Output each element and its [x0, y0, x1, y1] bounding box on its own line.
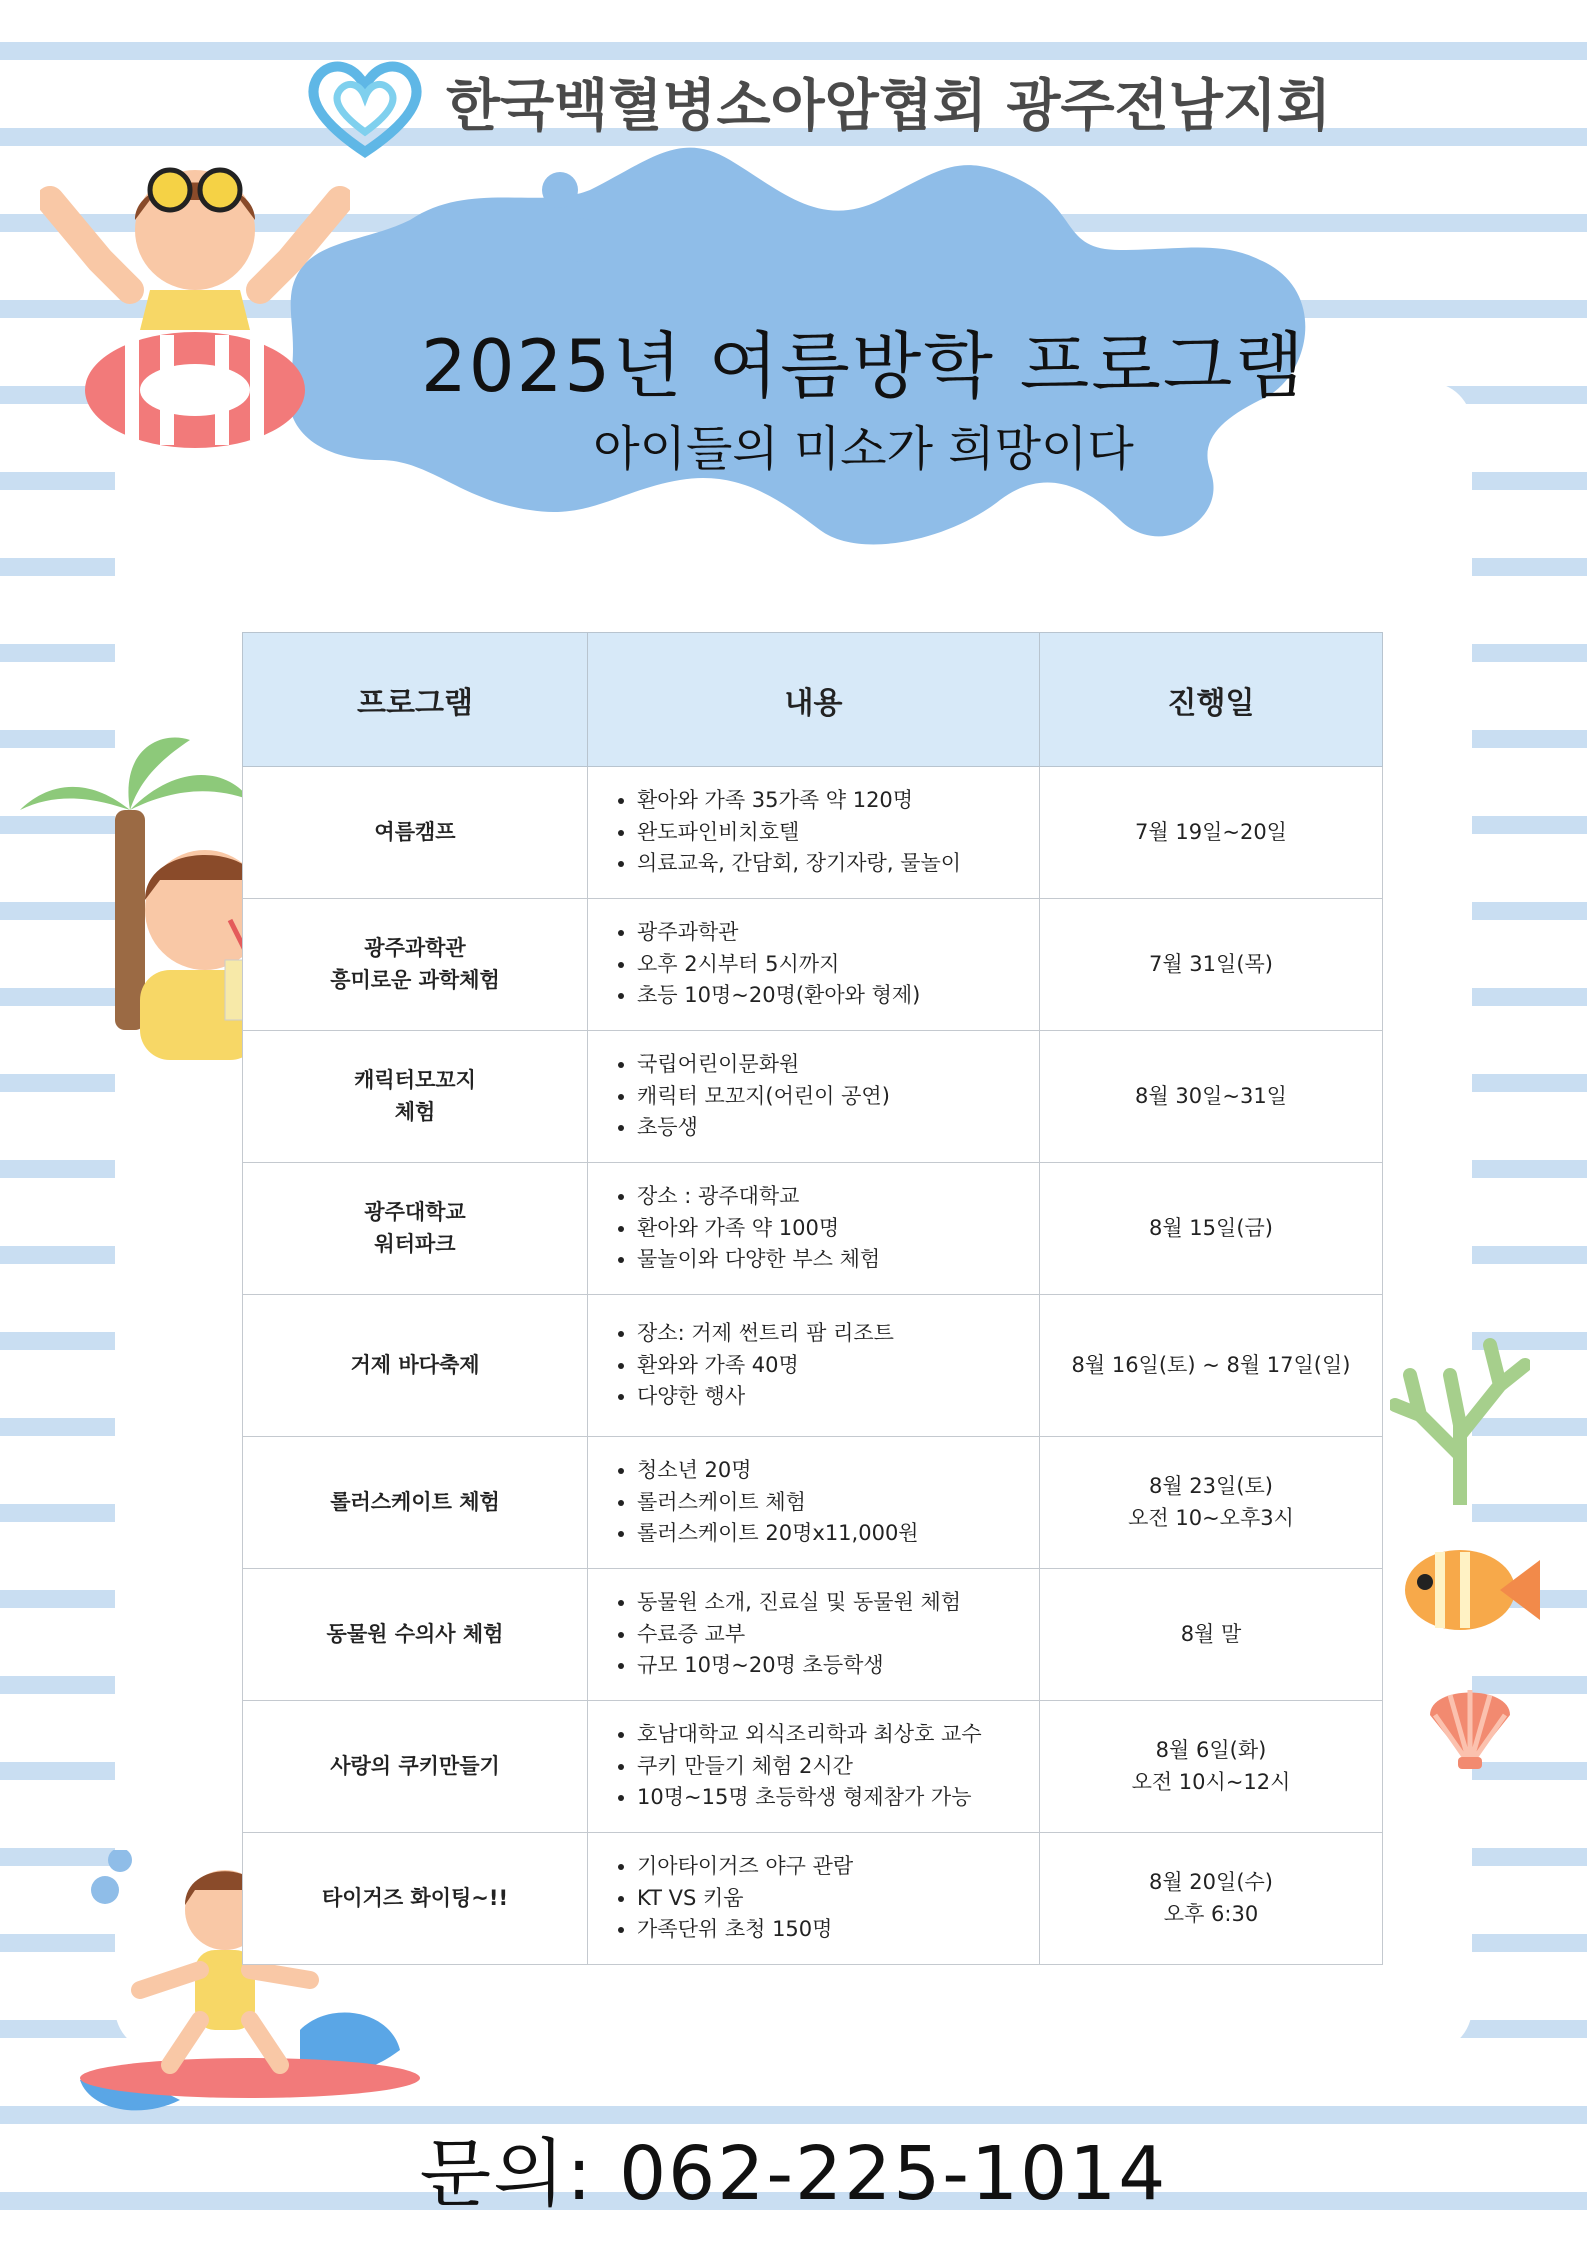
table-row [243, 1701, 1383, 1833]
table-row [243, 899, 1383, 1031]
program-content [588, 1569, 1040, 1701]
fish-illustration [1400, 1540, 1540, 1640]
table-row [243, 1295, 1383, 1437]
table-body [243, 767, 1383, 1965]
content-list [589, 1049, 1038, 1144]
content-list-item: • 초등생 [637, 1112, 1038, 1144]
content-list-item: • 호남대학교 외식조리학과 최상호 교수 [637, 1719, 1038, 1751]
content-list-item: • 환아와 가족 35가족 약 120명 [637, 785, 1038, 817]
program-date: 8월 15일(금) [1040, 1163, 1383, 1295]
program-date: 7월 31일(목) [1040, 899, 1383, 1031]
table-row [243, 767, 1383, 899]
content-list-item: • 롤러스케이트 20명x11,000원 [637, 1518, 1038, 1550]
content-list-item: • 오후 2시부터 5시까지 [637, 949, 1038, 981]
program-name: 여름캠프 [243, 767, 588, 899]
content-list-item: • 규모 10명~20명 초등학생 [637, 1650, 1038, 1682]
program-date: 8월 23일(토) 오전 10~오후3시 [1040, 1437, 1383, 1569]
program-date: 8월 16일(토) ~ 8월 17일(일) [1040, 1295, 1383, 1437]
table-header-row [243, 633, 1383, 767]
content-list [589, 785, 1038, 880]
content-list-item: • 장소: 거제 썬트리 팜 리조트 [637, 1318, 1038, 1350]
content-list-item: • 환와와 가족 40명 [637, 1350, 1038, 1382]
seashell-illustration [1420, 1675, 1520, 1770]
content-list-item: • 물놀이와 다양한 부스 체험 [637, 1244, 1038, 1276]
program-content [588, 1163, 1040, 1295]
program-content [588, 1295, 1040, 1437]
content-list [589, 917, 1038, 1012]
program-date: 8월 30일~31일 [1040, 1031, 1383, 1163]
content-list-item: • 환아와 가족 약 100명 [637, 1213, 1038, 1245]
child-in-swim-ring-illustration [40, 140, 350, 460]
content-list [589, 1455, 1038, 1550]
table-row [243, 1031, 1383, 1163]
column-header-date: 진행일 [1040, 633, 1383, 767]
main-title: 2025년 여름방학 프로그램 [421, 324, 1306, 408]
content-list-item: • 쿠키 만들기 체험 2시간 [637, 1751, 1038, 1783]
content-list-item: • 광주과학관 [637, 917, 1038, 949]
column-header-content: 내용 [588, 633, 1040, 767]
program-date: 7월 19일~20일 [1040, 767, 1383, 899]
content-list-item: • 장소 : 광주대학교 [637, 1181, 1038, 1213]
program-name: 롤러스케이트 체험 [243, 1437, 588, 1569]
coral-illustration [1390, 1335, 1530, 1505]
content-list-item: • 롤러스케이트 체험 [637, 1487, 1038, 1519]
subtitle: 아이들의 미소가 희망이다 [593, 421, 1134, 477]
content-list-item: • 초등 10명~20명(환아와 형제) [637, 980, 1038, 1012]
program-name: 동물원 수의사 체험 [243, 1569, 588, 1701]
content-list-item: • 국립어린이문화원 [637, 1049, 1038, 1081]
content-list-item: • 캐릭터 모꼬지(어린이 공연) [637, 1081, 1038, 1113]
program-name: 타이거즈 화이팅~!! [243, 1833, 588, 1965]
content-list [589, 1181, 1038, 1276]
program-name: 사랑의 쿠키만들기 [243, 1701, 588, 1833]
content-list-item: • 동물원 소개, 진료실 및 동물원 체험 [637, 1587, 1038, 1619]
program-date: 8월 말 [1040, 1569, 1383, 1701]
program-content [588, 899, 1040, 1031]
content-list [589, 1587, 1038, 1682]
content-list-item: • 의료교육, 간담회, 장기자랑, 물놀이 [637, 848, 1038, 880]
program-content [588, 767, 1040, 899]
column-header-program: 프로그램 [243, 633, 588, 767]
program-date: 8월 6일(화) 오전 10시~12시 [1040, 1701, 1383, 1833]
table-row [243, 1437, 1383, 1569]
table-row [243, 1163, 1383, 1295]
program-name: 거제 바다축제 [243, 1295, 588, 1437]
content-list-item: • 청소년 20명 [637, 1455, 1038, 1487]
content-list-item: • 다양한 행사 [637, 1381, 1038, 1413]
program-date: 8월 20일(수) 오후 6:30 [1040, 1833, 1383, 1965]
organization-name: 한국백혈병소아암협회 광주전남지회 [445, 74, 1332, 139]
table-row [243, 1569, 1383, 1701]
content-list [589, 1851, 1038, 1946]
program-content [588, 1437, 1040, 1569]
program-content [588, 1833, 1040, 1965]
content-list-item: • 기아타이거즈 야구 관람 [637, 1851, 1038, 1883]
program-name: 광주과학관 흥미로운 과학체험 [243, 899, 588, 1031]
content-list-item: • KT VS 키움 [637, 1883, 1038, 1915]
program-content [588, 1031, 1040, 1163]
table-row [243, 1833, 1383, 1965]
content-list-item: • 가족단위 초청 150명 [637, 1914, 1038, 1946]
content-list [589, 1318, 1038, 1413]
content-list [589, 1719, 1038, 1814]
program-name: 광주대학교 워터파크 [243, 1163, 588, 1295]
program-name: 캐릭터모꼬지 체험 [243, 1031, 588, 1163]
content-list-item: • 10명~15명 초등학생 형제참가 가능 [637, 1782, 1038, 1814]
program-table [242, 632, 1383, 1965]
content-list-item: • 수료증 교부 [637, 1619, 1038, 1651]
program-content [588, 1701, 1040, 1833]
content-list-item: • 완도파인비치호텔 [637, 817, 1038, 849]
contact-phone: 문의: 062-225-1014 [419, 2131, 1168, 2217]
